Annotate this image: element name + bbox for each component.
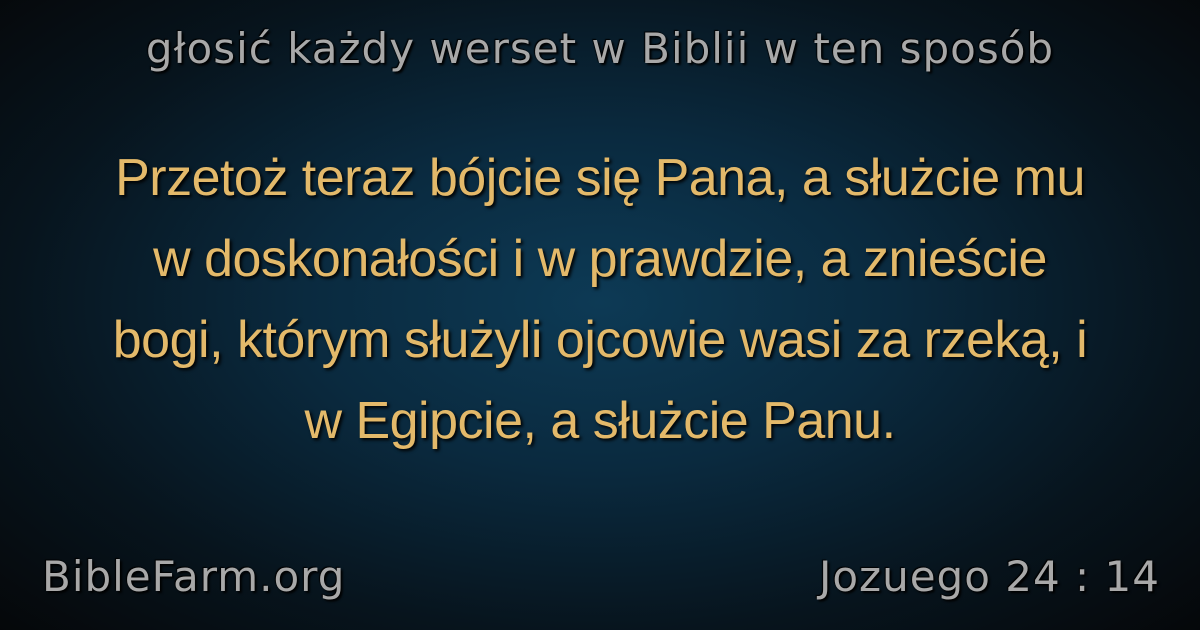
site-name: BibleFarm.org [42,552,346,601]
verse-line: Przetoż teraz bójcie się Pana, a służcie mu [115,149,1085,207]
verse-text [40,138,1160,462]
verse-line: w doskonałości i w prawdzie, a znieście [153,230,1047,288]
verse-line: w Egipcie, a służcie Panu. [304,392,896,450]
verse-reference: Jozuego 24 : 14 [818,552,1160,601]
verse-line: bogi, którym służyli ojcowie wasi za rzeką, i [112,311,1088,369]
tagline: głosić każdy werset w Biblii w ten sposób [145,24,1055,73]
